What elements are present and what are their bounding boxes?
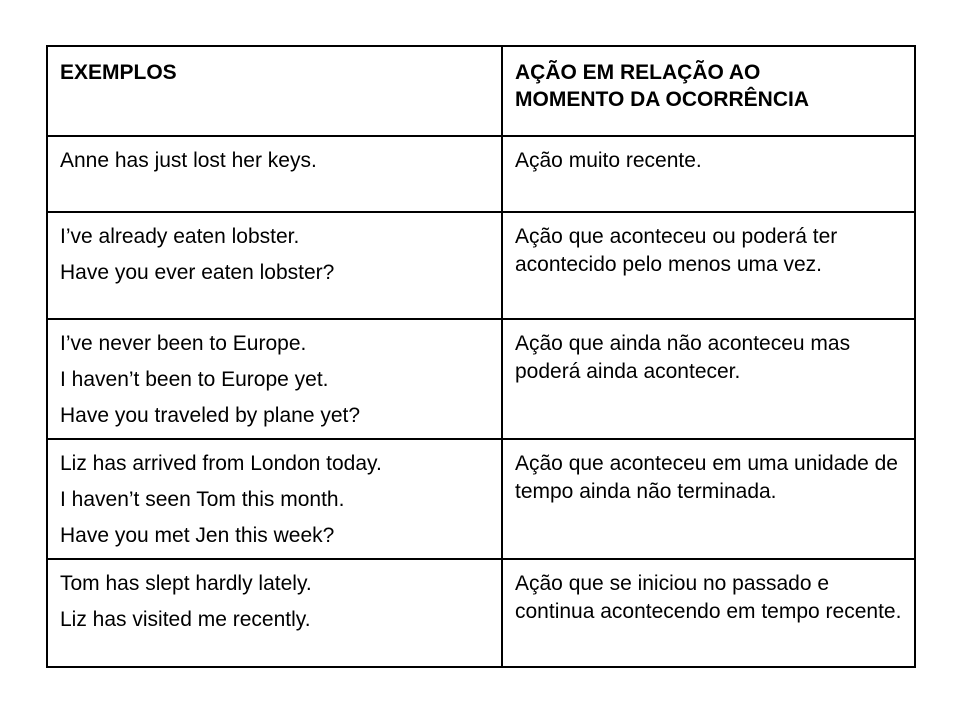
- example-sentence: Have you ever eaten lobster?: [60, 261, 335, 284]
- description-cell: [502, 212, 915, 319]
- example-sentence: Liz has arrived from London today.: [60, 452, 382, 475]
- examples-cell: [47, 439, 502, 559]
- example-sentence: Have you traveled by plane yet?: [60, 404, 361, 427]
- examples-cell: [47, 212, 502, 319]
- examples-cell: [47, 136, 502, 212]
- table-row: [47, 559, 915, 667]
- header-action-line-1: AÇÃO EM RELAÇÃO AO: [515, 61, 761, 84]
- description-cell: [502, 559, 915, 667]
- action-description: Ação muito recente.: [515, 149, 702, 172]
- description-cell: [502, 136, 915, 212]
- action-description: Ação que aconteceu em uma unidade de tempo ainda não terminada.: [515, 452, 898, 503]
- example-sentence: I haven’t seen Tom this month.: [60, 488, 345, 511]
- header-examples: EXEMPLOS: [47, 46, 502, 136]
- example-sentence: Have you met Jen this week?: [60, 524, 335, 547]
- example-sentence: Tom has slept hardly lately.: [60, 572, 312, 595]
- example-sentence: I’ve already eaten lobster.: [60, 225, 300, 248]
- header-action: [502, 46, 915, 136]
- example-sentence: Anne has just lost her keys.: [60, 149, 317, 172]
- table-row: [47, 136, 915, 212]
- present-perfect-table: [46, 45, 916, 668]
- description-cell: [502, 319, 915, 439]
- action-description: Ação que aconteceu ou poderá ter acontecido pelo menos uma vez.: [515, 225, 838, 276]
- action-description: Ação que se iniciou no passado e continua acontecendo em tempo recente.: [515, 572, 902, 623]
- description-cell: [502, 439, 915, 559]
- header-row: [47, 46, 915, 136]
- example-sentence: I’ve never been to Europe.: [60, 332, 307, 355]
- example-sentence: I haven’t been to Europe yet.: [60, 368, 329, 391]
- action-description: Ação que ainda não aconteceu mas poderá ainda acontecer.: [515, 332, 851, 383]
- table-row: [47, 319, 915, 439]
- examples-cell: [47, 319, 502, 439]
- example-sentence: Liz has visited me recently.: [60, 608, 311, 631]
- table-row: [47, 439, 915, 559]
- examples-cell: [47, 559, 502, 667]
- header-action-line-2: MOMENTO DA OCORRÊNCIA: [515, 88, 809, 111]
- table-row: [47, 212, 915, 319]
